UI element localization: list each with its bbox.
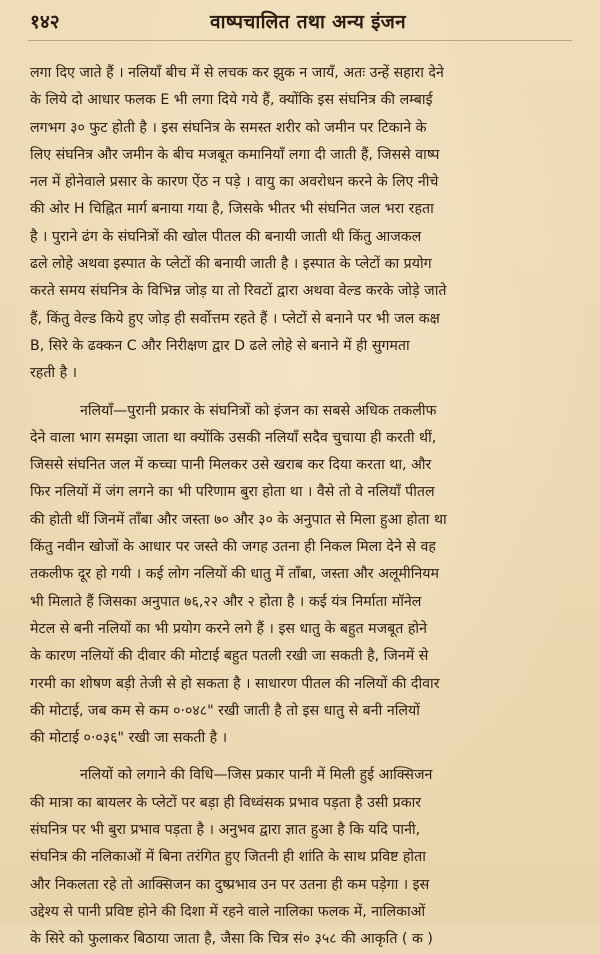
text-line: की मोटाई ०·०३६" रखी जा सकती है । xyxy=(30,730,228,747)
text-line: मेटल से बनी नलियों का भी प्रयोग करने लगे हैं । इस धातु के बहुत मजबूत होने xyxy=(30,620,427,637)
text-line: के सिरे को फुलाकर बिठाया जाता है, जैसा कि चित्र सं० ३५८ की आकृति ( क ) xyxy=(30,931,433,948)
text-line: की मोटाई, जब कम से कम ०·०४८" रखी जाती है तो इस धातु से बनी नलियों xyxy=(30,702,420,719)
text-line: नलियाँ—पुरानी प्रकार के संघनित्रों को इंजन का सबसे अधिक तकलीफ xyxy=(80,402,437,419)
paragraph-gap xyxy=(30,388,570,398)
text-line: तकलीफ दूर हो गयी । कई लोग नलियों की धातु में ताँबा, जस्ता और अलूमीनियम xyxy=(30,566,439,583)
text-line: की मात्रा का बायलर के प्लेटों पर बड़ा ही विध्वंसक प्रभाव पड़ता है उसी प्रकार xyxy=(30,794,422,811)
text-line: B, सिरे के ढक्कन C और निरीक्षण द्वार D ढले लोहे से बनाने में ही सुगमता xyxy=(30,337,410,354)
text-line: करते समय संघनित्र के विभिन्न जोड़ या तो रिवटों द्वारा अथवा वेल्ड करके जोड़े जाते xyxy=(30,283,447,300)
text-line: के लिये दो आधार फलक E भी लगा दिये गये हैं, क्योंकि इस संघनित्र की लम्बाई xyxy=(30,92,433,109)
paragraph-tubes xyxy=(30,398,570,753)
text-line: लगा दिए जाते हैं । नलियाँ बीच में से लचक कर झुक न जायँ, अतः उन्हें सहारा देने xyxy=(30,65,444,81)
text-line: देने वाला भाग समझा जाता था क्योंकि उसकी नलियाँ सदैव चुचाया ही करती थीं, xyxy=(30,429,437,446)
text-line: की होती थीं जिनमें ताँबा और जस्ता ७० और ३० के अनुपात से मिला हुआ होता था xyxy=(30,511,447,528)
page-number: १४२ xyxy=(30,11,60,33)
text-line: की ओर H चिह्नित मार्ग बनाया गया है, जिसके भीतर भी संघनित जल भरा रहता xyxy=(30,201,434,218)
page-header xyxy=(30,8,570,38)
header-divider xyxy=(28,40,572,41)
text-line: गरमी का शोषण बड़ी तेजी से हो सकता है । साधारण पीतल की नलियों की दीवार xyxy=(30,675,440,692)
text-line: नलियों को लगाने की विधि—जिस प्रकार पानी में मिली हुई आक्सिजन xyxy=(80,767,433,784)
body-text xyxy=(30,60,570,954)
text-line: ढले लोहे अथवा इस्पात के प्लेटों की बनायी जाती है । इस्पात के प्लेटों का प्रयोग xyxy=(30,256,432,273)
text-line: फिर नलियों में जंग लगने का भी परिणाम बुरा होता था । वैसे तो वे नलियाँ पीतल xyxy=(30,484,435,501)
text-line: और निकलता रहे तो आक्सिजन का दुष्प्रभाव उन पर उतना ही कम पड़ेगा । इस xyxy=(30,876,430,893)
running-title: वाष्पचालित तथा अन्य इंजन xyxy=(210,11,406,33)
text-line: उद्देश्य से पानी प्रविष्ट होने की दिशा में रहने वाले नालिका फलक में, नालिकाओं xyxy=(30,903,426,920)
text-line: लिए संघनित्र और जमीन के बीच मजबूत कमानियाँ लगा दी जाती हैं, जिससे वाष्प xyxy=(30,146,440,163)
text-line: किंतु नवीन खोजों के आधार पर जस्ते की जगह उतना ही निकल मिला देने से वह xyxy=(30,539,436,556)
text-line: संघनित्र की नलिकाओं में बिना तरंगित हुए जितनी ही शांति के साथ प्रविष्ट होता xyxy=(30,849,426,866)
paragraph-tube-fitting-method xyxy=(30,762,570,953)
text-line: भी मिलाते हैं जिसका अनुपात ७६,२२ और २ होता है । कई यंत्र निर्माता मॉनेल xyxy=(30,593,422,610)
text-line: हैं, किंतु वेल्ड किये हुए जोड़ ही सर्वोत्तम रहते हैं । प्लेटों से बनाने पर भी जल कक्ष xyxy=(30,310,440,327)
text-line: रहती है । xyxy=(30,365,78,382)
text-line: है । पुराने ढंग के संघनित्रों की खोल पीतल की बनायी जाती थी किंतु आजकल xyxy=(30,228,422,245)
text-line: नल में होनेवाले प्रसार के कारण ऐंठ न पड़े । वायु का अवरोधन करने के लिए नीचे xyxy=(30,174,439,191)
text-line: संघनित्र पर भी बुरा प्रभाव पड़ता है । अनुभव द्वारा ज्ञात हुआ है कि यदि पानी, xyxy=(30,822,421,839)
paragraph-condenser-construction xyxy=(30,60,570,388)
text-line: जिससे संघनित जल में कच्चा पानी मिलकर उसे खराब कर दिया करता था, और xyxy=(30,457,432,474)
text-line: लगभग ३० फुट होती है । इस संघनित्र के समस्त शरीर को जमीन पर टिकाने के xyxy=(30,119,427,136)
paragraph-gap xyxy=(30,752,570,762)
text-line: के कारण नलियों की दीवार की मोटाई बहुत पतली रखी जा सकती है, जिनमें से xyxy=(30,648,429,665)
